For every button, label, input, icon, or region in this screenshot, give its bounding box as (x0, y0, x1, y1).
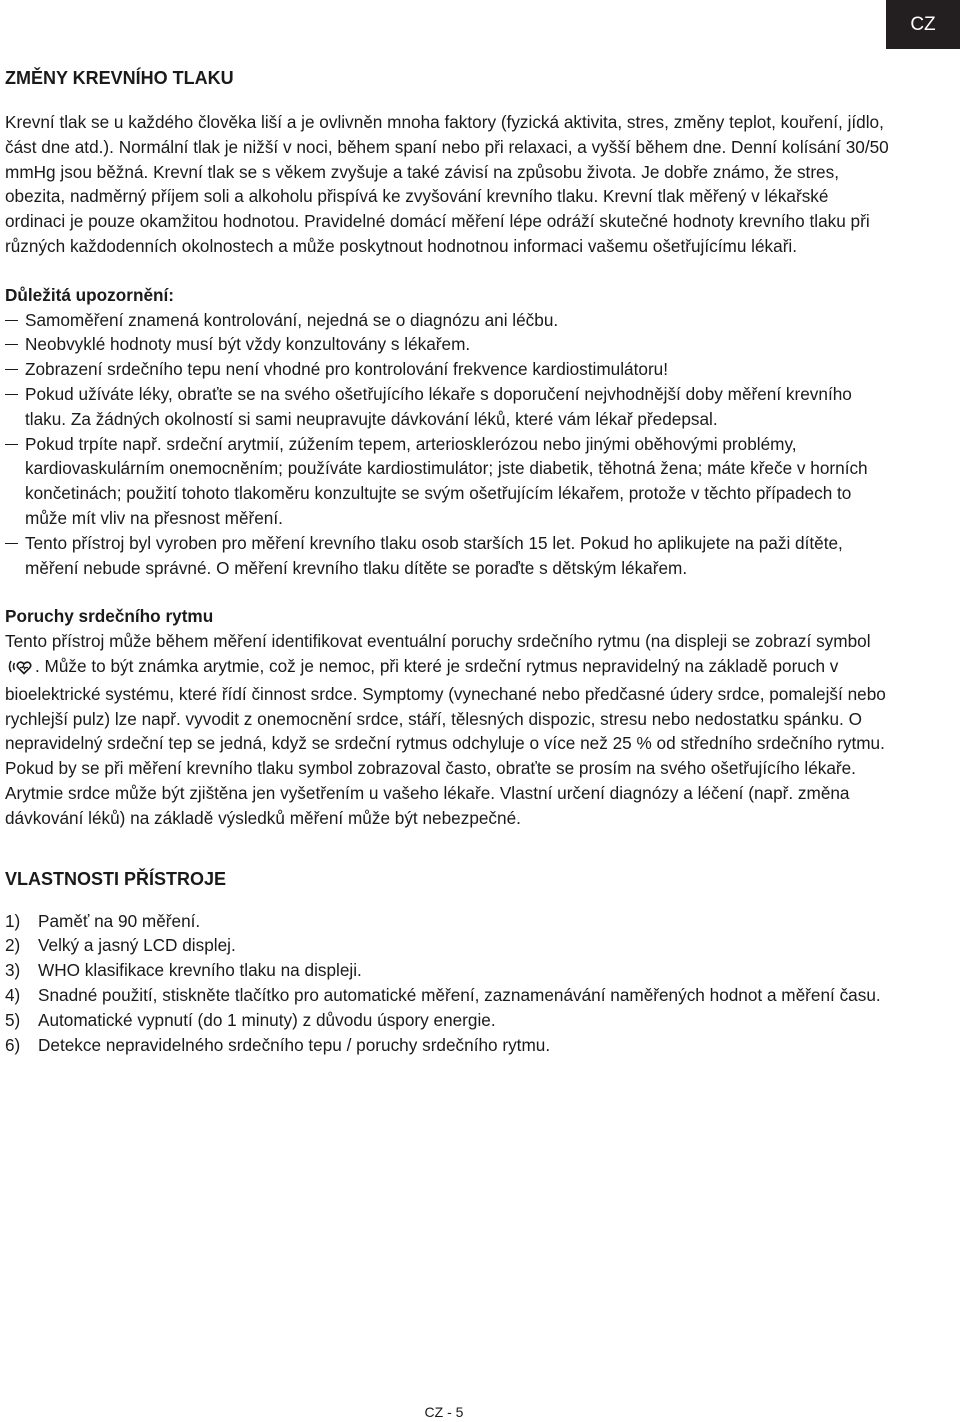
feature-text: Detekce nepravidelného srdečního tepu / poruchy srdečního rytmu. (38, 1034, 551, 1055)
arrhythmia-text-part-2: . Může to být známka arytmie, což je nemoc, při které je srdeční rytmus nepravidelný na základě poruch v bioelektrické systému, které řídí činnost srdce. Symptomy (vynechané nebo předčasné údery srdce, pomalejší nebo rychlejší pulz) lze např. vyvodit z onemocnění srdce, stáří, tělesných dispozic, stresu nebo nedostatku spánku. O nepravidelný srdeční tep se jedná, když se srdeční rytmus odchyluje o více než 25 % od středního srdečního rytmu. Pokud by se při měření krevního tlaku symbol zobrazoval často, obraťte se prosím na svého ošetřujícího lékaře. Arytmie srdce může být zjištěna jen vyšetřením u vašeho lékaře. Vlastní určení diagnózy a léčení (např. změna dávkování léků) na základě výsledků měření může být nebezpečné. (5, 655, 886, 828)
warning-item: Samoměření znamená kontrolování, nejedná se o diagnózu ani léčbu. (5, 308, 890, 333)
feature-text: Paměť na 90 měření. (38, 910, 201, 931)
document-page (5, 66, 890, 1057)
warning-item: Neobvyklé hodnoty musí být vždy konzultovány s lékařem. (5, 332, 890, 357)
language-tab: CZ (886, 0, 960, 49)
arrhythmia-title: Poruchy srdečního rytmu (5, 606, 214, 627)
warnings-list (5, 308, 890, 581)
warning-item: Tento přístroj byl vyroben pro měření krevního tlaku osob starších 15 let. Pokud ho aplikujete na paži dítěte, měření nebude správné. O měření krevního tlaku dítěte se poraďte s dětským lékařem. (5, 531, 890, 581)
section-title-blood-pressure-changes: ZMĚNY KREVNÍHO TLAKU (5, 68, 234, 88)
feature-number: 1) (5, 910, 21, 931)
feature-item (5, 958, 890, 983)
feature-text: Automatické vypnutí (do 1 minuty) z důvodu úspory energie. (38, 1009, 496, 1030)
feature-number: 5) (5, 1009, 21, 1030)
feature-number: 3) (5, 960, 21, 981)
warning-item: Zobrazení srdečního tepu není vhodné pro kontrolování frekvence kardiostimulátoru! (5, 357, 890, 382)
blood-pressure-changes-text: Krevní tlak se u každého člověka liší a je ovlivněn mnoha faktory (fyzická aktivita, stres, změny teplot, kouření, jídlo, část dne atd.). Normální tlak je nižší v noci, během spaní nebo při relaxaci, a vyšší během dne. Denní kolísání 30/50 mmHg jsou běžná. Krevní tlak se s věkem zvyšuje a také závisí na způsobu života. Je dobře známo, že stres, obezita, nadměrný příjem soli a alkoholu přispívá ke zvyšování krevního tlaku. Krevní tlak měřený v lékařské ordinaci je pouze okamžitou hodnotou. Pravidelné domácí měření lépe odráží skutečné hodnoty krevního tlaku při různých každodenních okolnostech a může poskytnout hodnotnou informaci vašemu ošetřujícímu lékaři. (5, 112, 889, 256)
feature-item (5, 983, 890, 1008)
feature-number: 4) (5, 984, 21, 1005)
warnings-title: Důležitá upozornění: (5, 284, 175, 305)
feature-number: 2) (5, 935, 21, 956)
feature-item (5, 909, 890, 934)
irregular-heartbeat-icon (7, 657, 33, 682)
arrhythmia-text (5, 629, 890, 830)
warning-item: Pokud trpíte např. srdeční arytmií, zúžením tepem, arteriosklerózou nebo jinými oběhovými problémy, kardiovaskulárním onemocněním; používáte kardiostimulátor; jste diabetik, těhotná žena; máte křeče v horních končetinách; použití tohoto tlakoměru konzultujte se svým ošetřujícím lékařem, protože v těchto případech to může mít vliv na přesnost měření. (5, 432, 890, 531)
feature-text: Velký a jasný LCD displej. (38, 935, 236, 956)
arrhythmia-text-part-1: Tento přístroj může během měření identifikovat eventuální poruchy srdečního rytmu (na displeji se zobrazí symbol (5, 631, 871, 652)
section-title-features: VLASTNOSTI PŘÍSTROJE (5, 868, 227, 889)
feature-item (5, 1033, 890, 1058)
feature-text: Snadné použití, stiskněte tlačítko pro automatické měření, zaznamenávání naměřených hodnot a měření času. (38, 984, 881, 1005)
feature-number: 6) (5, 1034, 21, 1055)
page-number: CZ - 5 (424, 1404, 464, 1420)
feature-item (5, 1008, 890, 1033)
warning-item: Pokud užíváte léky, obraťte se na svého ošetřujícího lékaře s doporučení nejvhodnější doby měření krevního tlaku. Za žádných okolností si sami neupravujte dávkování léků, které vám lékař předepsal. (5, 382, 890, 432)
feature-text: WHO klasifikace krevního tlaku na displeji. (38, 960, 362, 981)
feature-item (5, 933, 890, 958)
features-list (5, 909, 890, 1058)
